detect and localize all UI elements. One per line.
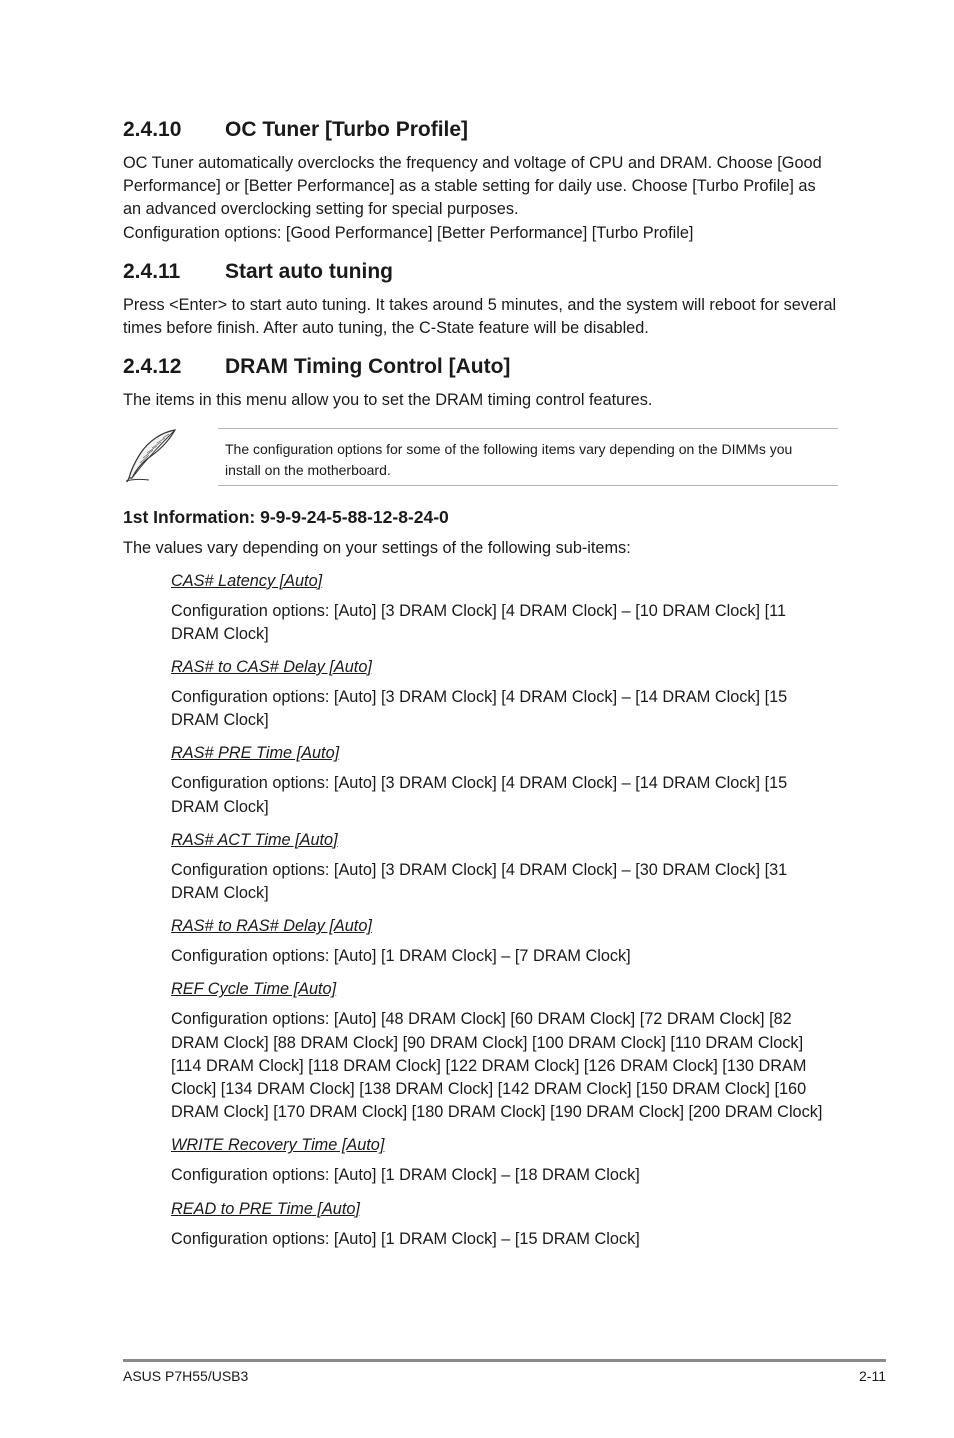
section-paragraph: Configuration options: [Good Performance] [Better Performance] [Turbo Profile] [123,223,694,242]
section-number: 2.4.11 [123,259,181,283]
sub-item-title: WRITE Recovery Time [Auto] [171,1136,385,1155]
section-number: 2.4.10 [123,118,182,141]
section-heading [123,354,838,380]
sub-item-description: Configuration options: [Auto] [1 DRAM Clock] – [15 DRAM Clock] [171,1229,640,1248]
sub-item-title: REF Cycle Time [Auto] [171,980,337,999]
note-callout [123,428,838,488]
sub-item-list [171,570,838,1251]
sub-item-description: Configuration options: [Auto] [3 DRAM Clock] [4 DRAM Clock] – [14 DRAM Clock] [15 DRAM Clock] [171,774,788,816]
section-paragraph: Press <Enter> to start auto tuning. It takes around 5 minutes, and the system will reboot for several times before finish. After auto tuning, the C-State feature will be disabled. [123,295,837,338]
section-title: Start auto tuning [225,259,393,283]
footer-divider [123,1359,886,1362]
sub-item-title: RAS# PRE Time [Auto] [171,744,340,763]
sub-item-title: RAS# ACT Time [Auto] [171,830,338,849]
sub-item-description: Configuration options: [Auto] [1 DRAM Clock] – [7 DRAM Clock] [171,947,631,966]
sub-item [171,978,838,1124]
section-paragraph: The items in this menu allow you to set the DRAM timing control features. [123,391,653,410]
footer-product-name: ASUS P7H55/USB3 [123,1368,249,1384]
sub-item-title: READ to PRE Time [Auto] [171,1199,360,1218]
sub-item-title: CAS# Latency [Auto] [171,571,323,590]
section-title: DRAM Timing Control [Auto] [225,355,511,379]
section-number: 2.4.12 [123,355,182,379]
sub-item [171,570,838,646]
note-text: The configuration options for some of the following items vary depending on the DIMMs you install on the motherboard. [218,428,838,486]
sub-item [171,829,838,905]
footer-page-number: 2-11 [859,1368,886,1384]
section-oc-tuner [123,117,838,245]
sub-item-description: Configuration options: [Auto] [48 DRAM Clock] [60 DRAM Clock] [72 DRAM Clock] [82 DRAM Clock] [88 DRAM Clock] [90 DRAM Clock] [100 DRAM Clock] [110 DRAM Clock] [114 DRAM Clock] [118 DRAM Clock] [122 DRAM Clock] [126 DRAM Clock] [130 DRAM Clock] [134 DRAM Clock] [138 DRAM Clock] [142 DRAM Clock] [150 DRAM Clock] [160 DRAM Clock] [170 DRAM Clock] [180 DRAM Clock] [190 DRAM Clock] [200 DRAM Clock] [171,1010,823,1122]
sub-item [171,1134,838,1187]
sub-item-description: Configuration options: [Auto] [1 DRAM Clock] – [18 DRAM Clock] [171,1166,640,1185]
sub-item [171,656,838,732]
section-title: OC Tuner [Turbo Profile] [225,118,469,141]
sub-item-description: Configuration options: [Auto] [3 DRAM Clock] [4 DRAM Clock] – [10 DRAM Clock] [11 DRAM Clock] [171,601,786,643]
sub-item [171,1198,838,1251]
sub-item [171,915,838,968]
section-heading [123,259,838,285]
sub-item-description: Configuration options: [Auto] [3 DRAM Clock] [4 DRAM Clock] – [14 DRAM Clock] [15 DRAM Clock] [171,688,788,730]
sub-item-title: RAS# to RAS# Delay [Auto] [171,917,372,936]
section-dram-timing-control [123,354,838,412]
page-content [123,117,838,1261]
sub-item [171,742,838,818]
section-heading [123,117,838,143]
feather-pen-icon [123,426,179,484]
information-intro: The values vary depending on your settings of the following sub-items: [123,539,631,558]
sub-item-description: Configuration options: [Auto] [3 DRAM Clock] [4 DRAM Clock] – [30 DRAM Clock] [31 DRAM Clock] [171,860,788,903]
information-block [123,505,838,560]
section-paragraph: OC Tuner automatically overclocks the frequency and voltage of CPU and DRAM. Choose [Good Performance] or [Better Performance] as a stable setting for daily use. Choose [Turbo Profile] as an advanced overclocking setting for special purposes. [123,154,822,219]
sub-item-title: RAS# to CAS# Delay [Auto] [171,658,372,677]
information-heading: 1st Information: 9-9-9-24-5-88-12-8-24-0 [123,507,449,528]
section-start-auto-tuning [123,259,838,340]
